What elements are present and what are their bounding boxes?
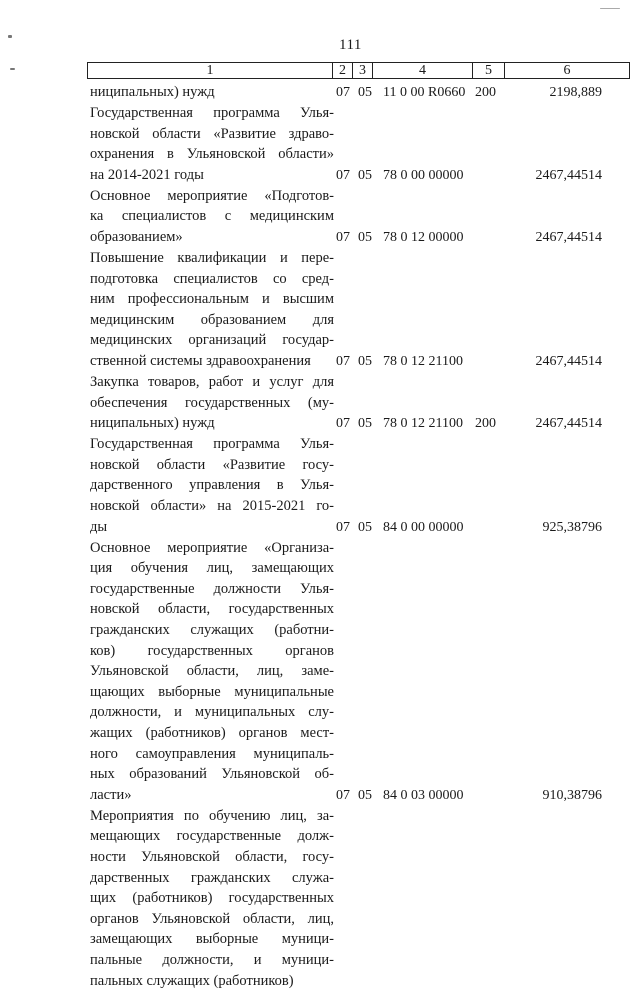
amount-value: 2467,44514 (535, 416, 602, 432)
target-article-code: 78 0 00 00000 (383, 167, 464, 183)
description-line: щающих выборные муниципальные (90, 683, 334, 700)
description-line: дарственных гражданских служа- (90, 869, 334, 886)
expense-type-code: 200 (475, 416, 496, 432)
description-line: Государственная программа Улья- (90, 436, 334, 453)
razdel-code: 07 (336, 230, 350, 245)
header-col-1: 1 (88, 63, 333, 78)
description-line: ственной системы здравоохранения (90, 352, 311, 369)
description-line: новской области «Развитие здраво- (90, 125, 334, 142)
description-line: органов Ульяновской области, лиц, (90, 910, 334, 927)
description-line: охранения в Ульяновской области» (90, 146, 334, 163)
podrazdel-code: 05 (358, 416, 372, 432)
description-line: новской области, государственных (90, 601, 334, 618)
razdel-code: 07 (336, 354, 350, 369)
header-col-3: 3 (353, 63, 373, 78)
scan-mark-right-top (600, 8, 620, 9)
description-line: пальных служащих (работников) (90, 972, 294, 989)
description-line: государственные должности Улья- (90, 580, 334, 597)
description-line: на 2014-2021 годы (90, 166, 204, 183)
header-col-5: 5 (473, 63, 505, 78)
description-line: дарственного управления в Улья- (90, 477, 334, 494)
description-line: Основное мероприятие «Организа- (90, 539, 334, 556)
expense-type-code: 200 (475, 85, 496, 100)
scan-mark-left-mid (10, 68, 15, 70)
description-line: гражданских служащих (работни- (90, 621, 334, 638)
amount-value: 2467,44514 (535, 167, 602, 183)
description-line: ного самоуправления муниципаль- (90, 745, 334, 762)
description-line: Государственная программа Улья- (90, 105, 334, 121)
amount-value: 2467,44514 (535, 230, 602, 245)
razdel-code: 07 (336, 416, 350, 432)
podrazdel-code: 05 (358, 354, 372, 369)
description-line: жащих (работников) органов мест- (90, 724, 334, 741)
header-col-6: 6 (563, 63, 571, 78)
row-description (90, 806, 334, 991)
podrazdel-code: 05 (358, 167, 372, 183)
podrazdel-code: 05 (358, 787, 372, 803)
description-line: ных образований Ульяновской об- (90, 766, 334, 783)
description-line: подготовка специалистов со сред- (90, 270, 334, 287)
description-line: обеспечения государственных (му- (90, 394, 334, 411)
description-line: Повышение квалификации и пере- (90, 250, 334, 266)
row-description (90, 248, 334, 372)
scan-footer-noise (0, 888, 180, 894)
header-col-2: 2 (333, 63, 353, 78)
row-description (90, 538, 334, 806)
amount-value: 2467,44514 (535, 354, 602, 369)
description-line: замещающих выборные муници- (90, 931, 334, 948)
amount-value: 2198,889 (549, 85, 602, 100)
table-header (87, 62, 630, 79)
description-line: ности Ульяновской области, госу- (90, 848, 334, 865)
target-article-code: 84 0 00 00000 (383, 519, 464, 535)
description-line: ниципальных) нужд (90, 415, 215, 432)
razdel-code: 07 (336, 167, 350, 183)
razdel-code: 07 (336, 787, 350, 803)
razdel-code: 07 (336, 85, 350, 100)
description-line: ним профессиональным и высшим (90, 291, 334, 308)
target-article-code: 11 0 00 R0660 (383, 85, 466, 100)
podrazdel-code: 05 (358, 85, 372, 100)
target-article-code: 84 0 03 00000 (383, 787, 464, 803)
amount-value: 925,38796 (542, 519, 602, 535)
target-article-code: 78 0 12 21100 (383, 354, 463, 369)
description-line: медицинским образованием для (90, 311, 334, 328)
description-line: образованием» (90, 228, 183, 245)
target-article-code: 78 0 12 00000 (383, 230, 464, 245)
description-line: Основное мероприятие «Подготов- (90, 187, 334, 204)
header-col-4: 4 (373, 63, 473, 78)
amount-value: 910,38796 (542, 787, 602, 803)
description-line: должности, и муниципальных слу- (90, 704, 334, 721)
description-line: Закупка товаров, работ и услуг для (90, 374, 334, 390)
page-number: 111 (339, 37, 362, 53)
description-line: ниципальных) нужд (90, 84, 215, 100)
description-line: Ульяновской области, лиц, заме- (90, 663, 334, 680)
podrazdel-code: 05 (358, 230, 372, 245)
description-line: новской области «Развитие госу- (90, 456, 334, 473)
description-line: новской области» на 2015-2021 го- (90, 497, 334, 514)
description-line: Мероприятия по обучению лиц, за- (90, 807, 334, 824)
description-line: ды (90, 518, 108, 535)
row-description (90, 186, 334, 248)
description-line: ция обучения лиц, замещающих (90, 560, 334, 577)
razdel-code: 07 (336, 519, 350, 535)
description-line: ласти» (90, 786, 132, 803)
description-line: мещающих государственные долж- (90, 828, 334, 845)
description-line: медицинских организаций государ- (90, 332, 334, 349)
row-description (90, 372, 334, 434)
description-line: щих (работников) государственных (90, 890, 334, 907)
row-description (90, 434, 334, 537)
scan-mark-left-top (8, 35, 12, 38)
description-line: пальные должности, и муници- (90, 951, 334, 968)
description-line: ков) государственных органов (90, 642, 334, 659)
description-line: ка специалистов с медицинским (90, 208, 334, 225)
row-description (90, 82, 334, 103)
row-description (90, 103, 334, 185)
podrazdel-code: 05 (358, 519, 372, 535)
target-article-code: 78 0 12 21100 (383, 416, 463, 432)
